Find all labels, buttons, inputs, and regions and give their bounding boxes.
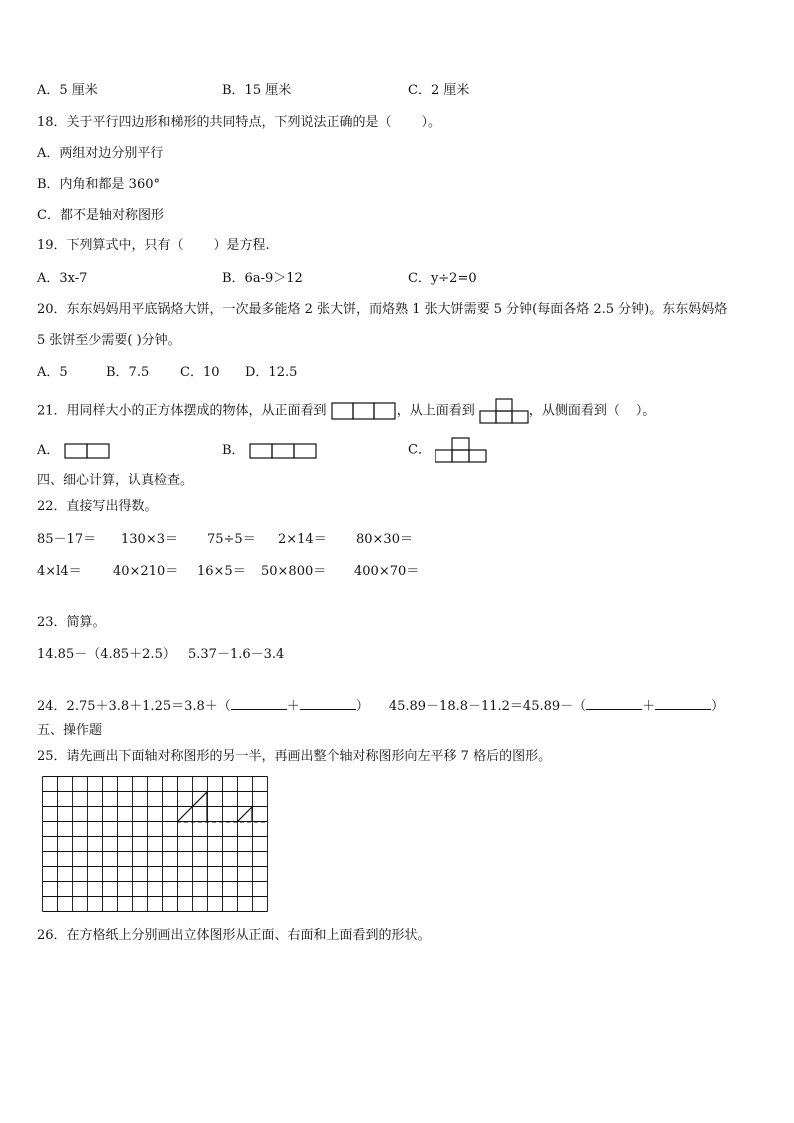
q24-equations — [37, 697, 724, 716]
q22-r2-c3: 16×5＝ — [197, 564, 246, 579]
q20-option-d: D．12.5 — [245, 365, 298, 380]
q18-option-a: A．两组对边分别平行 — [37, 146, 164, 161]
q21-option-b-label: B． — [222, 443, 245, 458]
q22-r1-c1: 85－17＝ — [37, 532, 97, 547]
q25-text: 25．请先画出下面轴对称图形的另一半，再画出整个轴对称图形向左平移 7 格后的图形。 — [37, 749, 552, 764]
grid-lines — [43, 777, 268, 912]
q24-left-expr: 24．2.75＋3.8＋1.25＝3.8＋（ — [37, 699, 231, 714]
q23-item-1: 14.85－（4.85＋2.5） — [37, 647, 176, 662]
q17-option-a: A．5 厘米 — [37, 83, 98, 98]
q21-text-2: ，从上面看到 — [396, 403, 475, 419]
q21-option-c-label: C． — [408, 442, 431, 458]
q20-option-c: C．10 — [180, 365, 220, 380]
q19-stem-text: 19．下列算式中，只有（ — [37, 238, 184, 253]
option-a-figure — [64, 442, 110, 459]
given-half-shape — [177, 792, 252, 822]
q22-r1-c3: 75÷5＝ — [207, 532, 256, 547]
q21-text-4: ）。 — [635, 403, 656, 419]
q17-option-b: B．15 厘米 — [222, 83, 292, 98]
large-slant-segment — [177, 792, 207, 822]
q18-option-b: B．内角和都是 360° — [37, 177, 160, 192]
top-view-figure — [479, 398, 529, 424]
q24-right-close: ） — [711, 699, 725, 714]
q21-option-a — [37, 442, 110, 460]
q20-option-b: B．7.5 — [106, 365, 150, 380]
q21-stem — [37, 398, 655, 424]
q18-stem-end: ）。 — [421, 115, 442, 130]
q24-right-plus: ＋ — [642, 699, 656, 714]
option-c-figure — [435, 437, 487, 463]
q22-r2-c2: 40×210＝ — [113, 564, 179, 579]
q18-stem-text: 18．关于平行四边形和梯形的共同特点，下列说法正确的是（ — [37, 115, 392, 130]
q20-line2: 5 张饼至少需要( )分钟。 — [37, 333, 181, 348]
q22-r1-c2: 130×3＝ — [121, 532, 178, 547]
q22-r2-c5: 400×70＝ — [354, 564, 420, 579]
q19-option-a: A．3x-7 — [37, 271, 88, 286]
q22-r1-c4: 2×14＝ — [278, 532, 327, 547]
q22-title: 22．直接写出得数。 — [37, 499, 158, 514]
q24-right-blank-2[interactable] — [655, 697, 711, 710]
q18-stem — [37, 114, 441, 132]
q22-r2-c1: 4×l4＝ — [37, 564, 82, 579]
section-4-heading: 四、细心计算，认真检查。 — [37, 473, 194, 488]
q25-grid-paper[interactable] — [42, 776, 270, 916]
q21-text-1: 21．用同样大小的正方体摆成的物体，从正面看到 — [37, 403, 327, 419]
q20-option-a: A．5 — [37, 365, 68, 380]
q24-left-blank-2[interactable] — [300, 697, 356, 710]
small-slant-segment — [237, 807, 252, 822]
q17-option-c: C．2 厘米 — [408, 83, 470, 98]
q20-line1: 20．东东妈妈用平底锅烙大饼，一次最多能烙 2 张大饼，而烙熟 1 张大饼需要 5 分钟(每面各烙 2.5 分钟)。东东妈妈烙 — [37, 302, 728, 317]
q24-right-expr: 45.89－18.8－11.2＝45.89－（ — [388, 699, 587, 714]
front-view-figure — [331, 402, 397, 420]
q24-left-blank-1[interactable] — [231, 697, 287, 710]
q23-item-2: 5.37－1.6－3.4 — [188, 647, 285, 662]
q24-right-blank-1[interactable] — [586, 697, 642, 710]
section-5-heading: 五、操作题 — [37, 723, 103, 738]
q21-option-c — [408, 437, 487, 463]
q21-text-3: ，从侧面看到（ — [528, 403, 620, 419]
q19-stem — [37, 237, 270, 255]
q19-option-c: C．y÷2=0 — [408, 271, 477, 286]
q19-stem-end: ）是方程. — [213, 238, 270, 253]
q26-text: 26．在方格纸上分别画出立体图形从正面、右面和上面看到的形状。 — [37, 928, 431, 943]
q24-left-close: ） — [355, 699, 369, 714]
q22-r1-c5: 80×30＝ — [356, 532, 413, 547]
q24-left-plus: ＋ — [286, 699, 300, 714]
q22-r2-c4: 50×800＝ — [261, 564, 327, 579]
q19-option-b: B．6a-9＞12 — [222, 271, 303, 286]
q18-option-c: C．都不是轴对称图形 — [37, 208, 164, 223]
q21-option-b — [222, 442, 317, 460]
q23-title: 23．简算。 — [37, 615, 106, 630]
option-b-figure — [249, 442, 317, 459]
q21-option-a-label: A． — [37, 443, 60, 458]
